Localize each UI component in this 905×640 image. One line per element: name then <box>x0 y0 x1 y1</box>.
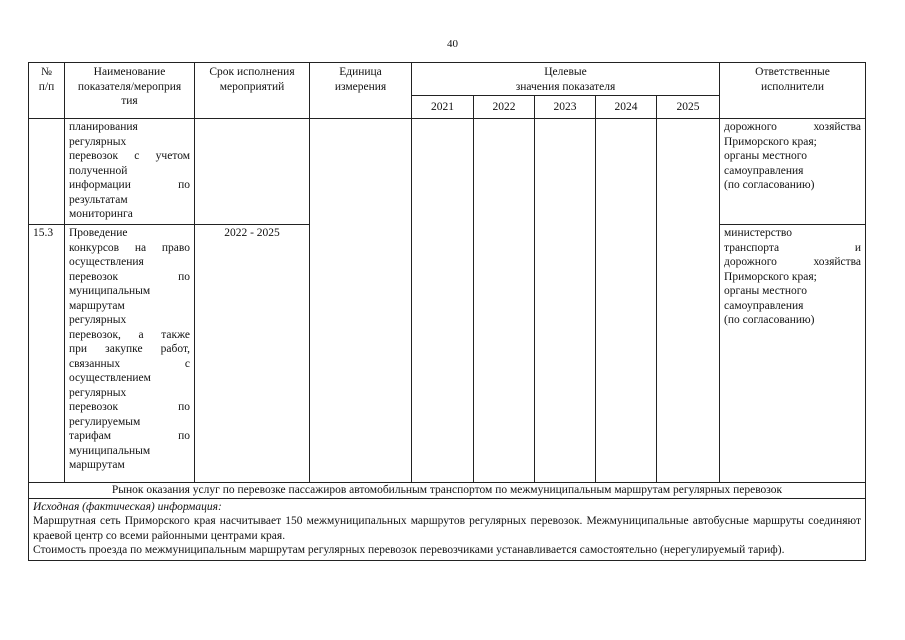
row-value-2024 <box>596 119 657 483</box>
year-2025: 2025 <box>657 96 720 119</box>
row-responsible-line: (по согласованию) <box>724 314 815 326</box>
row-name <box>65 225 195 483</box>
row-name <box>65 119 195 225</box>
row-responsible-line: министерство <box>724 227 792 239</box>
row-responsible-line: дорожного хозяйства <box>724 256 862 268</box>
row-name-line: регулярных <box>69 314 127 326</box>
table-row <box>29 119 866 225</box>
header-unit-line: измерения <box>334 80 387 93</box>
row-value-2021 <box>412 119 474 483</box>
header-target-line: значения показателя <box>515 80 616 93</box>
row-responsible-line: Приморского края; <box>724 135 817 148</box>
header-responsible-line: Ответственные <box>755 66 830 78</box>
row-name-line: перевозок по <box>69 401 190 413</box>
row-name-line: регулярных <box>69 135 127 148</box>
row-num: 15.3 <box>29 225 65 483</box>
row-name-line: регулируемым <box>69 415 141 428</box>
header-num-line: № <box>41 66 52 78</box>
row-value-2025 <box>657 119 720 483</box>
row-responsible-line: Приморского края; <box>724 270 817 283</box>
row-name-line: маршрутам <box>69 299 125 312</box>
header-responsible <box>720 63 866 119</box>
row-responsible <box>720 225 866 483</box>
header-deadline <box>195 63 310 119</box>
header-name-line: Наименование <box>93 66 166 78</box>
info-title: Исходная (фактическая) информация: <box>33 500 222 513</box>
row-unit <box>310 119 412 483</box>
row-responsible-line: самоуправления <box>724 164 804 177</box>
page-number: 40 <box>447 38 458 50</box>
row-deadline <box>195 119 310 225</box>
header-responsible-line: исполнители <box>760 80 825 93</box>
header-unit <box>310 63 412 119</box>
row-name-line: тарифам по <box>69 430 190 442</box>
row-name-line: перевозок по <box>69 270 190 283</box>
row-value-2023 <box>535 119 596 483</box>
market-title: Рынок оказания услуг по перевозке пассажиров автомобильным транспортом по межмуниципальным маршрутам регулярных перевозок <box>29 483 866 499</box>
row-name-line: перевозок, а также <box>69 328 190 341</box>
year-2024: 2024 <box>596 96 657 119</box>
header-deadline-line: Срок исполнения <box>209 66 295 78</box>
row-name-line: Проведение <box>69 227 128 239</box>
header-num <box>29 63 65 119</box>
header-row <box>29 63 866 96</box>
row-value-2022 <box>474 119 535 483</box>
header-target-line: Целевые <box>544 66 587 78</box>
row-num <box>29 119 65 225</box>
year-2023: 2023 <box>535 96 596 119</box>
row-name-line: маршрутам <box>69 459 125 471</box>
row-responsible-line: транспорта и <box>724 241 862 254</box>
row-name-line: перевозок с учетом <box>69 150 190 162</box>
year-2022: 2022 <box>474 96 535 119</box>
header-name-line: тия <box>121 95 138 107</box>
row-deadline: 2022 - 2025 <box>195 225 310 483</box>
row-name-line: мониторинга <box>69 208 133 220</box>
info-paragraph: Стоимость проезда по межмуниципальным маршрутам регулярных перевозок перевозчиками устанавливается самостоятельно (нерегулируемый тариф). <box>33 544 785 556</box>
row-responsible <box>720 119 866 225</box>
year-2021: 2021 <box>412 96 474 119</box>
row-name-line: конкурсов на право <box>69 241 190 254</box>
row-name-line: при закупке работ, <box>69 343 190 355</box>
info-row <box>29 498 866 560</box>
row-name-line: информации по <box>69 179 190 191</box>
header-unit-line: Единица <box>339 66 382 78</box>
row-name-line: муниципальным <box>69 444 151 457</box>
row-name-line: осуществлением <box>69 372 151 384</box>
row-name-line: результатам <box>69 193 128 206</box>
header-name <box>65 63 195 119</box>
header-deadline-line: мероприятий <box>219 80 285 93</box>
header-num-line: п/п <box>38 80 55 93</box>
indicators-table <box>28 62 866 561</box>
row-name-line: связанных с <box>69 357 190 370</box>
row-responsible-line: самоуправления <box>724 299 804 312</box>
row-name-line: регулярных <box>69 386 127 399</box>
row-responsible-line: (по согласованию) <box>724 179 815 191</box>
row-name-line: полученной <box>69 164 128 177</box>
row-responsible-line: органы местного <box>724 285 807 297</box>
row-name-line: муниципальным <box>69 285 151 297</box>
header-target <box>412 63 720 96</box>
info-paragraph: Маршрутная сеть Приморского края насчитывает 150 межмуниципальных маршрутов регулярных перевозок. Межмуниципальные автобусные маршруты соединяют краевой центр со всеми районными центрами края. <box>33 515 862 542</box>
market-row <box>29 483 866 499</box>
row-name-line: осуществления <box>69 256 144 268</box>
row-name-line: планирования <box>69 121 138 133</box>
header-name-line: показателя/мероприя <box>77 80 182 93</box>
row-responsible-line: дорожного хозяйства <box>724 121 862 133</box>
row-responsible-line: органы местного <box>724 150 807 162</box>
info-block <box>29 498 866 560</box>
